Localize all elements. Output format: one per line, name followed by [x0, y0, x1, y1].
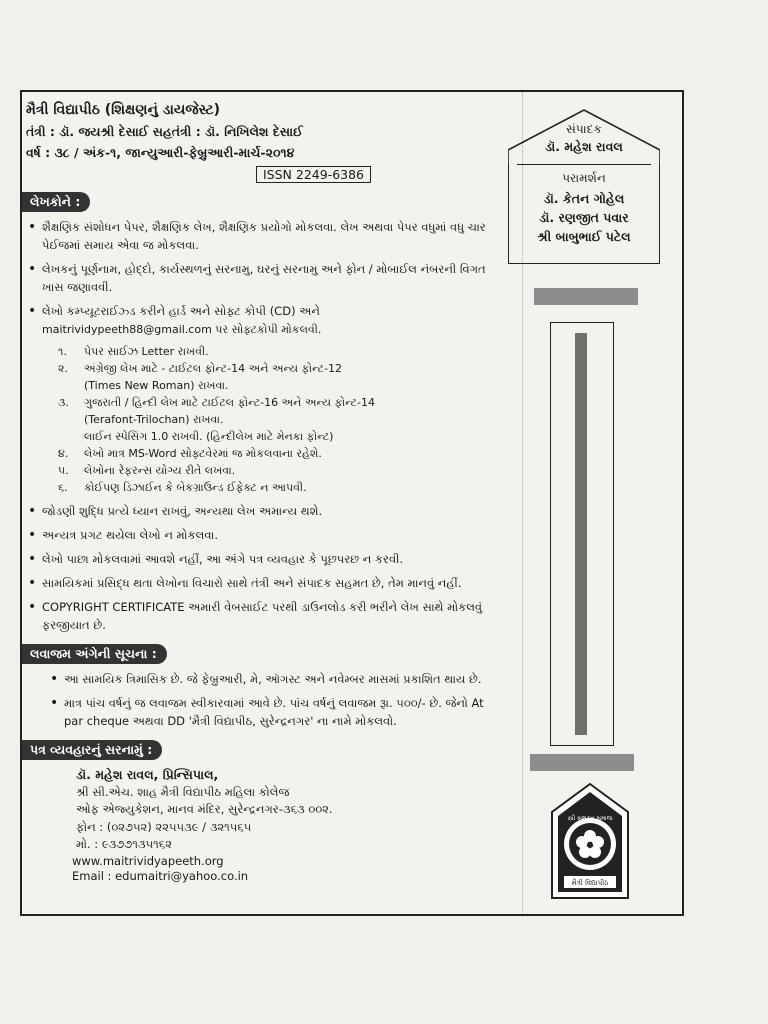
- correspondence-heading: પત્ર વ્યવહારનું સરનામું :: [22, 740, 162, 760]
- rule-item: ૧. પેપર સાઈઝ Letter રાખવી.: [58, 345, 209, 358]
- list-item: • આ સામયિક ત્રિમાસિક છે. જે ફેબ્રુઆરી, મે, ઑગસ્ટ અને નવેમ્બર માસમાં પ્રકાશિત થાય છે.: [48, 670, 506, 688]
- list-item: • COPYRIGHT CERTIFICATE અમારી વેબસાઈટ પરથી ડાઉનલોડ કરી ભરીને લેખ સાથે મોકલવું ફરજીયાત છે.: [26, 598, 506, 634]
- advisor-name: ડૉ. કેતન ગોહેલ: [543, 191, 625, 206]
- email-link[interactable]: Email : edumaitri@yahoo.co.in: [72, 868, 249, 883]
- svg-text:મૈત્રી વિદ્યાપીઠ: મૈત્રી વિદ્યાપીઠ: [571, 879, 609, 887]
- editor-block: [508, 122, 660, 155]
- rule-item: ૨. અંગ્રેજી લેખ માટે - ટાઈટલ ફોન્ટ-14 અને અન્ય ફોન્ટ-12 (Times New Roman) રાખવા.: [58, 362, 343, 392]
- volume-line: વર્ષ : ૩૮ / અંક-૧, જાન્યુઆરી-ફેબ્રુઆરી-માર્ચ-૨૦૧૪: [26, 145, 295, 160]
- advisor-name: શ્રી બાબુભાઈ પટેલ: [537, 229, 631, 244]
- journal-title: મૈત્રી વિદ્યાપીઠ (શિક્ષણનું ડાયજેસ્ટ): [26, 102, 221, 118]
- phone-line: ફોન : (૦૨૭૫૨) ૨૨૫૫૩૯ / ૩૨૧૫૬૫: [76, 819, 252, 834]
- mobile-line: મો. : ૯૩૭૭૧૩૫૧૬૨: [76, 837, 172, 851]
- college-emblem: [550, 782, 630, 900]
- issn-badge: ISSN 2249-6386: [256, 166, 371, 183]
- list-item: [26, 302, 506, 339]
- list-item: • લેખો પાછા મોકલવામાં આવશે નહીં, આ અંગે પત્ર વ્યવહાર કે પૂછપરછ ન કરવી.: [26, 550, 506, 568]
- editor-label: સંપાદક: [566, 122, 602, 136]
- website-link[interactable]: www.maitrividyapeeth.org: [72, 853, 224, 868]
- authors-list-2: [26, 502, 506, 634]
- advisor-name: ડૉ. રણજીત પવાર: [539, 210, 629, 225]
- authors-list: [26, 218, 506, 339]
- top-ribbon: [534, 288, 638, 305]
- editors-line: તંત્રી : ડૉ. જયશ્રી દેસાઈ સહતંત્રી : ડૉ. નિખિલેશ દેસાઈ: [26, 124, 303, 139]
- list-item: • અન્યત્ર પ્રગટ થયેલા લેખો ન મોકલવા.: [26, 526, 506, 544]
- editor-name: ડૉ. મહેશ રાવલ: [545, 139, 623, 154]
- vertical-bar-frame: [550, 322, 614, 746]
- left-column: [26, 98, 506, 884]
- list-item: • જોડણી શુદ્ધિ પ્રત્યે ધ્યાન રાખવું, અન્યથા લેખ અમાન્ય થશે.: [26, 502, 506, 520]
- svg-text:સ્ત્રી સશક્ત સમાજ: સ્ત્રી સશક્ત સમાજ: [567, 815, 613, 822]
- list-item: • સામયિકમાં પ્રસિદ્ધ થતા લેખોના વિચારો સાથે તંત્રી અને સંપાદક સહમત છે, તેમ માનવું નહીં.: [26, 574, 506, 592]
- cover-panel: [20, 90, 684, 916]
- address-line: ઓફ એજ્યુકેશન, માનવ મંદિર, સુરેન્દ્રનગર-૩૬૩ ૦૦૨.: [76, 802, 333, 816]
- list-item: • શૈક્ષણિક સંશોધન પેપર, શૈક્ષણિક લેખ, શૈક્ષણિક પ્રયોગો મોકલવા. લેખ અથવા પેપર વધુમાં વધુ ચાર પેઈજમાં સમાય એવા જ મોકલવા.: [26, 218, 506, 254]
- bottom-ribbon: [530, 754, 634, 771]
- subscription-list: [48, 670, 506, 730]
- subscription-heading: લવાજમ અંગેની સૂચના :: [22, 644, 167, 664]
- postal-address: [76, 766, 506, 854]
- vertical-bar: [575, 333, 587, 735]
- authors-heading: લેખકોને :: [22, 192, 90, 212]
- rule-item: ૩. ગુજરાતી / હિન્દી લેખ માટે ટાઈટલ ફોન્ટ-16 અને અન્ય ફોન્ટ-14 (Terafont-Trilochan) રાખવા. લાઈન સ્પેસિંગ 1.0 રાખવી. (હિન્દીલેખ માટે મેનકા ફોન્ટ): [58, 396, 375, 443]
- advisory-box: [508, 164, 660, 264]
- advisory-label: પરામર્શન: [562, 171, 606, 185]
- address-line: શ્રી સી.એચ. શાહ મૈત્રી વિદ્યાપીઠ મહિલા કોલેજ: [76, 784, 290, 799]
- contact-name: ડૉ. મહેશ રાવલ, પ્રિન્સિપાલ,: [76, 767, 219, 782]
- rule-item: ૫. લેખોના રેફરન્સ યોગ્ય રીતે લખવા.: [58, 464, 236, 477]
- email-text: maitrividypeeth88@gmail.com પર સોફ્ટકોપી મોકલવી.: [42, 323, 322, 336]
- list-item-text: લેખો કમ્પ્યૂટરાઈઝ્ડ કરીને હાર્ડ અને સોફ્ટ કોપી (CD) અને: [42, 304, 320, 318]
- list-item: • લેખકનું પૂર્ણનામ, હોદ્દો, કાર્યસ્થળનું સરનામુ, ઘરનું સરનામુ અને ફોન / મોબાઈલ નંબરની વિગત ખાસ જણાવવી.: [26, 260, 506, 296]
- format-rules: [26, 343, 506, 496]
- rule-item: ૬. કોઈપણ ડિઝાઈન કે બેકગ્રાઉન્ડ ઈફેક્ટ ન આપવી.: [58, 481, 307, 494]
- list-item: • માત્ર પાંચ વર્ષનું જ લવાજમ સ્વીકારવામાં આવે છે. પાંચ વર્ષનું લવાજમ રૂા. ૫૦૦/- છે. જેનો At par cheque અથવા DD 'મૈત્રી વિદ્યાપીઠ, સુરેન્દ્રનગર' ના નામે મોકલવો.: [48, 694, 506, 730]
- rule-item: ૪. લેખો માત્ર MS-Word સોફ્ટવેરમાં જ મોકલવાના રહેશે.: [58, 447, 322, 460]
